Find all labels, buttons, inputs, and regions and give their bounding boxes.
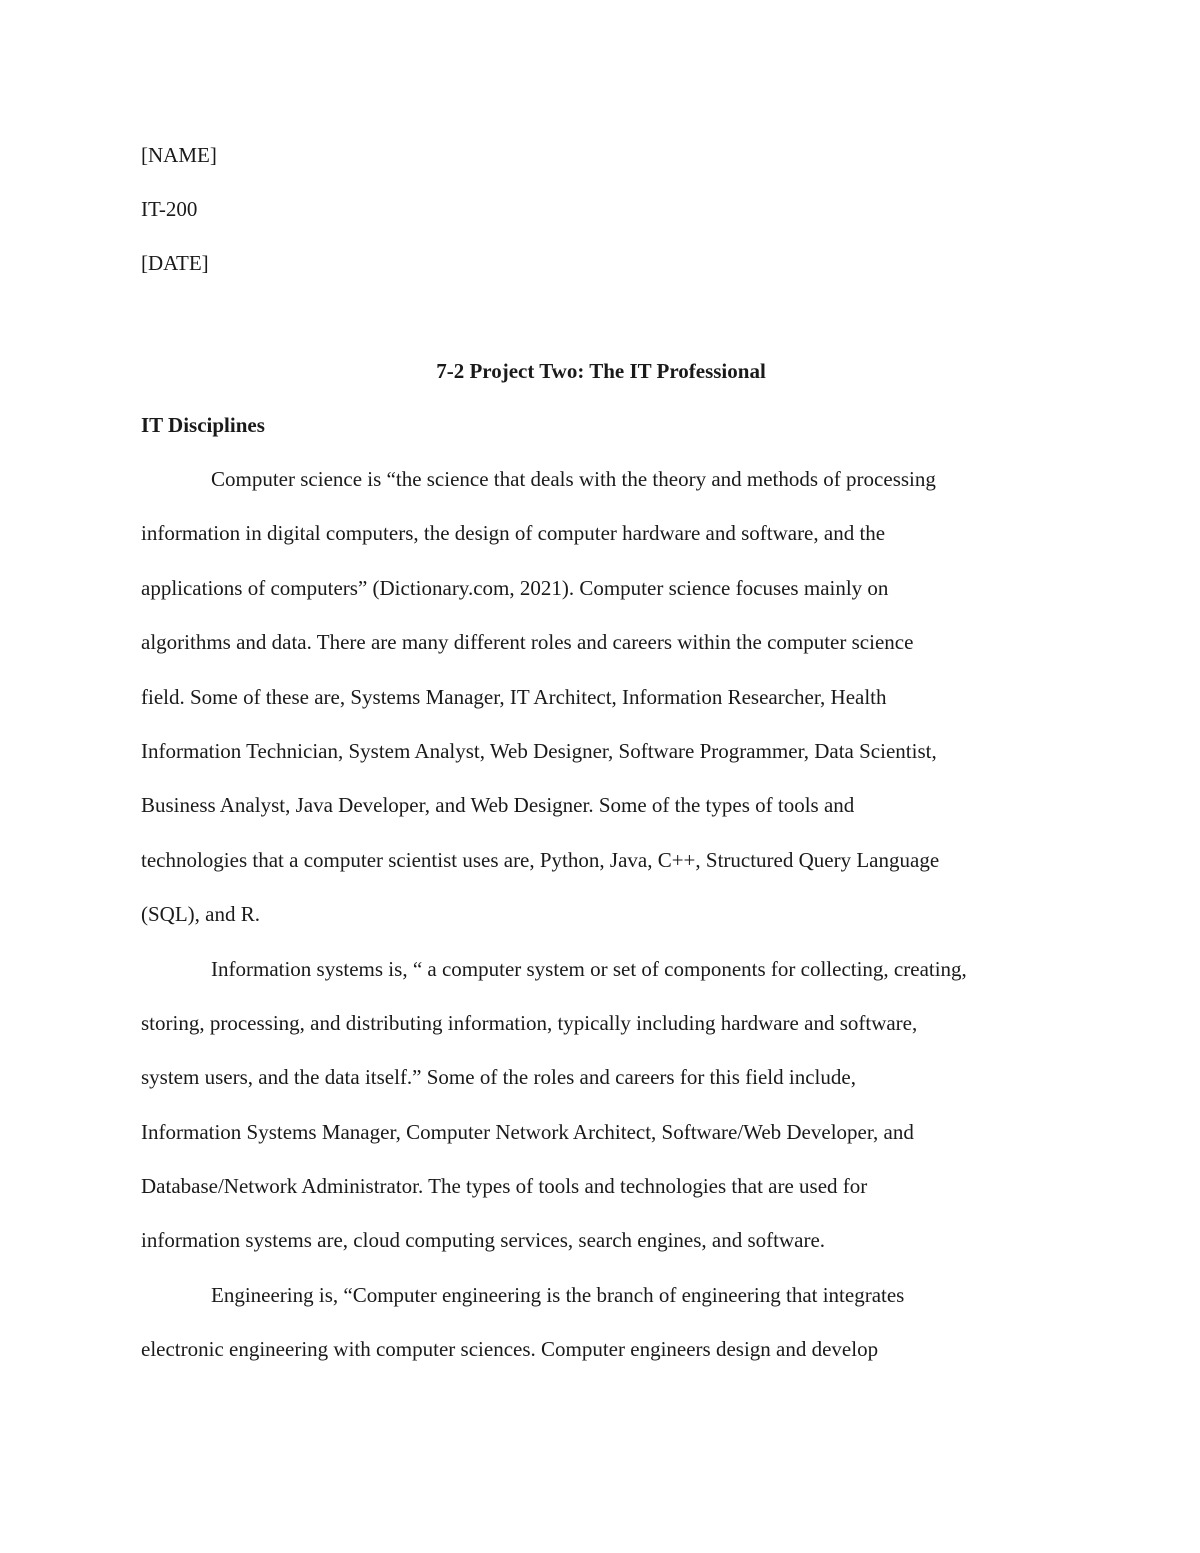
student-name: [NAME]	[141, 143, 217, 167]
paragraph-line: Information Technician, System Analyst, Web Designer, Software Programmer, Data Scientist,	[141, 738, 937, 763]
paragraph-engineering	[141, 1268, 1061, 1377]
paragraph-line: Engineering is, “Computer engineering is the branch of engineering that integrates	[211, 1282, 905, 1307]
paragraph-line: electronic engineering with computer sciences. Computer engineers design and develop	[141, 1337, 879, 1362]
paragraph-line: Database/Network Administrator. The types of tools and technologies that are used for	[141, 1174, 868, 1199]
submission-date: [DATE]	[141, 251, 209, 275]
paragraph-line: storing, processing, and distributing information, typically including hardware and software,	[141, 1010, 918, 1035]
paragraph-line: Business Analyst, Java Developer, and Web Designer. Some of the types of tools and	[141, 793, 855, 818]
paragraph-information-systems	[141, 942, 1061, 1268]
course-code: IT-200	[141, 197, 198, 221]
paragraph-line: technologies that a computer scientist uses are, Python, Java, C++, Structured Query Language	[141, 847, 940, 872]
document-title: 7-2 Project Two: The IT Professional	[436, 359, 766, 383]
paragraph-line: algorithms and data. There are many different roles and careers within the computer science	[141, 630, 914, 655]
paragraph-computer-science	[141, 452, 1061, 942]
paragraph-line: applications of computers” (Dictionary.com, 2021). Computer science focuses mainly on	[141, 575, 889, 600]
paragraph-line: system users, and the data itself.” Some of the roles and careers for this field include,	[141, 1065, 856, 1090]
paragraph-line: field. Some of these are, Systems Manager, IT Architect, Information Researcher, Health	[141, 684, 887, 709]
paragraph-line: (SQL), and R.	[141, 902, 260, 927]
paragraph-line: information systems are, cloud computing services, search engines, and software.	[141, 1228, 826, 1253]
paragraph-line: information in digital computers, the design of computer hardware and software, and the	[141, 521, 886, 546]
paragraph-line: Computer science is “the science that deals with the theory and methods of processing	[211, 467, 936, 491]
section-heading: IT Disciplines	[141, 413, 265, 437]
document-body	[141, 128, 1061, 1377]
paragraph-line: Information Systems Manager, Computer Network Architect, Software/Web Developer, and	[141, 1119, 914, 1144]
paragraph-line: Information systems is, “ a computer system or set of components for collecting, creating,	[211, 956, 967, 981]
